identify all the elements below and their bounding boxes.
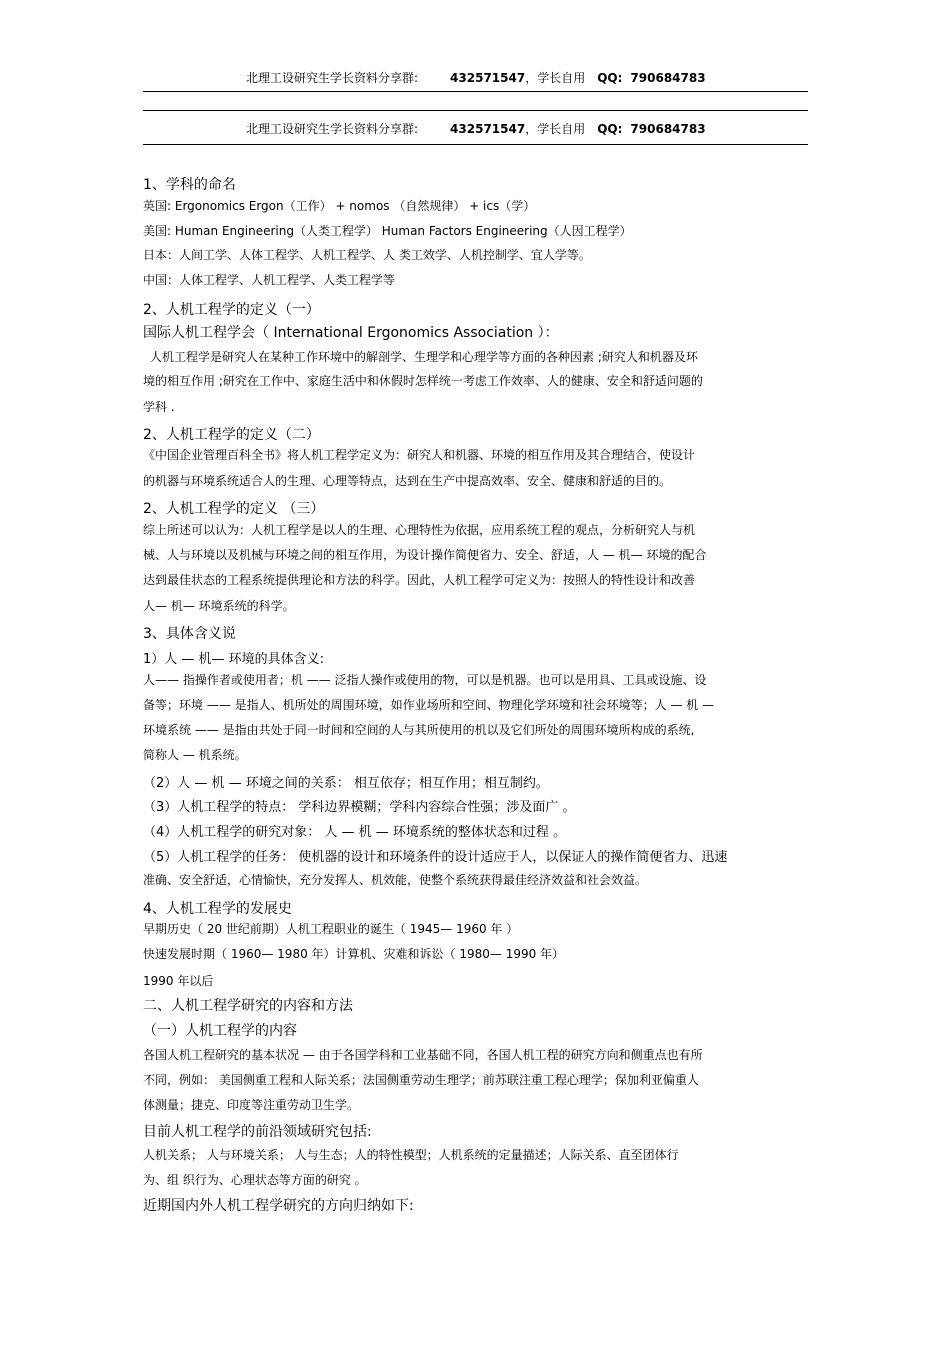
header-qq-label: QQ: bbox=[597, 71, 623, 85]
paragraph-line: 国际人机工程学会（ International Ergonomics Association ）： bbox=[143, 325, 559, 341]
paragraph-line: 境的相互作用 ;研究在工作中、家庭生活中和休假时怎样统一考虑工作效率、人的健康、安全和舒适问题的 bbox=[143, 374, 703, 388]
paragraph-line: 人机工程学是研究人在某种工作环境中的解剖学、生理学和心理学等方面的各种因素 ;研究人和机器及环 bbox=[150, 350, 698, 364]
paragraph-line: 各国人机工程研究的基本状况 — 由于各国学科和工业基础不同，各国人机工程的研究方向和侧重点也有所 bbox=[143, 1048, 703, 1062]
paragraph-line: 简称人 — 机系统。 bbox=[143, 748, 247, 762]
paragraph-line: 1）人 — 机— 环境的具体含义: bbox=[143, 652, 325, 667]
paragraph-line: 人— 机— 环境系统的科学。 bbox=[143, 599, 295, 613]
header-line-2 bbox=[246, 120, 706, 137]
section-heading: （一）人机工程学的内容 bbox=[143, 1023, 297, 1039]
header-self-use: ，学长自用 bbox=[525, 122, 586, 136]
paragraph-line: （3）人机工程学的特点： 学科边界模糊；学科内容综合性强；涉及面广 。 bbox=[143, 800, 576, 815]
paragraph-line: 械、人与环境以及机械与环境之间的相互作用，为设计操作简便省力、安全、舒适，人 — 机— 环境的配合 bbox=[143, 548, 707, 562]
section-heading: 目前人机工程学的前沿领域研究包括: bbox=[143, 1124, 372, 1140]
header-qq-label: QQ: bbox=[597, 122, 623, 136]
paragraph-line: 体测量；捷克、印度等注重劳动卫生学。 bbox=[143, 1098, 360, 1112]
header-self-use: ，学长自用 bbox=[525, 71, 586, 85]
header-group-label: 北理工设研究生学长资料分享群: bbox=[246, 122, 419, 136]
paragraph-line: 综上所述可以认为：人机工程学是以人的生理、心理特性为依据，应用系统工程的观点，分析研究人与机 bbox=[143, 523, 696, 537]
section-heading: 4、人机工程学的发展史 bbox=[143, 901, 292, 917]
paragraph-line: 人机关系； 人与环境关系； 人与生态；人的特性模型；人机系统的定量描述；人际关系、直至团体行 bbox=[143, 1148, 679, 1162]
paragraph-line: （4）人机工程学的研究对象： 人 — 机 — 环境系统的整体状态和过程 。 bbox=[143, 825, 567, 840]
paragraph-line: 日本：人间工学、人体工程学、人机工程学、人 类工效学、人机控制学、宜人学等。 bbox=[143, 248, 591, 262]
header-qq-number: 790684783 bbox=[630, 71, 706, 85]
header-qq-number: 790684783 bbox=[630, 122, 706, 136]
paragraph-line: 1990 年以后 bbox=[143, 974, 214, 988]
paragraph-line: 准确、安全舒适，心情愉快，充分发挥人、机效能，使整个系统获得最佳经济效益和社会效益。 bbox=[143, 873, 648, 887]
paragraph-line: 早期历史（ 20 世纪前期）人机工程职业的诞生（ 1945— 1960 年 ） bbox=[143, 922, 519, 936]
header-rule-1 bbox=[143, 91, 808, 92]
paragraph-line: 不同，例如： 美国侧重工程和人际关系；法国侧重劳动生理学；前苏联注重工程心理学；保加利亚偏重人 bbox=[143, 1073, 699, 1087]
paragraph-line: 英国: Ergonomics Ergon（工作） + nomos （自然规律） + ics（学） bbox=[143, 199, 536, 213]
section-heading: 2、人机工程学的定义（一） bbox=[143, 302, 320, 318]
section-heading: 二、人机工程学研究的内容和方法 bbox=[143, 998, 353, 1014]
header-group-number: 432571547 bbox=[450, 71, 526, 85]
paragraph-line: 为、组 织行为、心理状态等方面的研究 。 bbox=[143, 1173, 367, 1187]
paragraph-line: 人—— 指操作者或使用者；机 —— 泛指人操作或使用的物，可以是机器。也可以是用具、工具或设施、设 bbox=[143, 673, 707, 687]
paragraph-line: （5）人机工程学的任务： 使机器的设计和环境条件的设计适应于人，以保证人的操作简便省力、迅速 bbox=[143, 850, 728, 865]
header-line-1 bbox=[246, 69, 706, 86]
paragraph-line: 《中国企业管理百科全书》将人机工程学定义为：研究人和机器、环境的相互作用及其合理结合，使设计 bbox=[143, 448, 696, 462]
paragraph-line: 快速发展时期（ 1960— 1980 年）计算机、灾难和诉讼（ 1980— 1990 年） bbox=[143, 947, 565, 961]
header-rule-2 bbox=[143, 110, 808, 111]
paragraph-line: 学科 . bbox=[143, 400, 175, 414]
header-group-number: 432571547 bbox=[450, 122, 526, 136]
paragraph-line: 环境系统 —— 是指由共处于同一时间和空间的人与其所使用的机以及它们所处的周围环境所构成的系统, bbox=[143, 723, 695, 737]
paragraph-line: 备等；环境 —— 是指人、机所处的周围环境，如作业场所和空间、物理化学环境和社会环境等；人 — 机 — bbox=[143, 698, 715, 712]
paragraph-line: 的机器与环境系统适合人的生理、心理等特点，达到在生产中提高效率、安全、健康和舒适的目的。 bbox=[143, 474, 672, 488]
paragraph-line: 中国：人体工程学、人机工程学、人类工程学等 bbox=[143, 273, 396, 287]
header-group-label: 北理工设研究生学长资料分享群: bbox=[246, 71, 419, 85]
paragraph-line: （2）人 — 机 — 环境之间的关系： 相互依存；相互作用；相互制约。 bbox=[143, 776, 549, 791]
section-heading: 1、学科的命名 bbox=[143, 177, 236, 193]
header-rule-3 bbox=[143, 144, 808, 145]
section-heading: 2、人机工程学的定义 （三） bbox=[143, 501, 325, 517]
paragraph-line: 美国: Human Engineering（人类工程学） Human Factors Engineering（人因工程学） bbox=[143, 224, 632, 238]
section-heading: 近期国内外人机工程学研究的方向归纳如下: bbox=[143, 1198, 414, 1214]
paragraph-line: 达到最佳状态的工程系统提供理论和方法的科学。因此，人机工程学可定义为：按照人的特性设计和改善 bbox=[143, 573, 696, 587]
section-heading: 3、具体含义说 bbox=[143, 626, 236, 642]
section-heading: 2、人机工程学的定义（二） bbox=[143, 427, 320, 443]
